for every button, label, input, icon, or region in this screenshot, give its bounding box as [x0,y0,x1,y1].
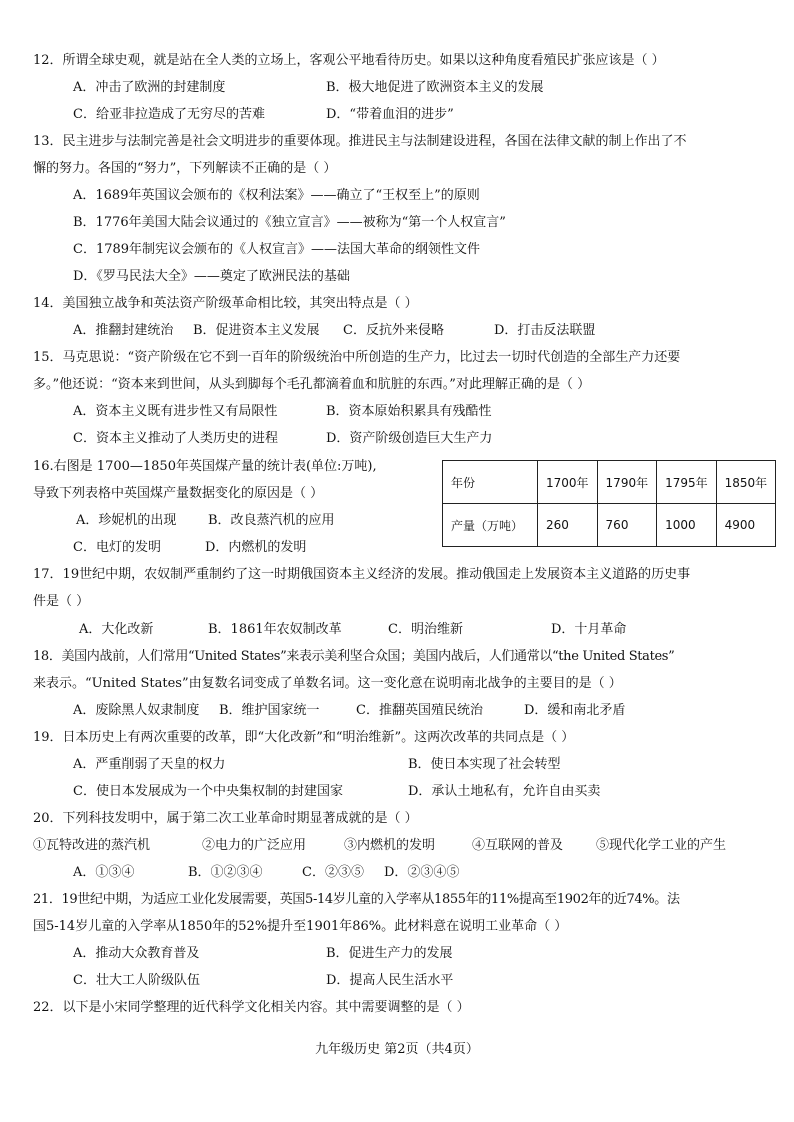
q18-option-c[interactable]: C．推翻英国殖民统治 [356,703,483,718]
q18-option-b[interactable]: B．维护国家统一 [219,703,320,718]
coal-table-year: 1790年 [597,461,657,504]
q14-option-b[interactable]: B．促进资本主义发展 [193,323,320,338]
q16-option-b[interactable]: B．改良蒸汽机的应用 [208,513,335,528]
q21-stem-line1: 21．19世纪中期，为适应工业化发展需要，英国5-14岁儿童的入学率从1855年的11%提高至1902年的近74%。法 [33,892,680,907]
q14-option-a[interactable]: A．推翻封建统治 [73,323,174,338]
q12-option-c[interactable]: C．给亚非拉造成了无穷尽的苦难 [73,107,265,122]
coal-table-output-label: 产量（万吨） [443,504,538,547]
q16-option-d[interactable]: D．内燃机的发明 [205,540,307,555]
coal-table-output: 1000 [657,504,717,547]
q17-option-c[interactable]: C．明治维新 [388,622,463,637]
q14-stem: 14．美国独立战争和英法资产阶级革命相比较，其突出特点是（ ） [33,296,418,311]
q18-option-a[interactable]: A．废除黑人奴隶制度 [73,703,200,718]
q21-option-b[interactable]: B．促进生产力的发展 [326,946,453,961]
q13-option-c[interactable]: C．1789年制宪议会颁布的《人权宣言》——法国大革命的纲领性文件 [73,242,481,257]
coal-table-year-label: 年份 [443,461,538,504]
page-footer: 九年级历史 第2页（共4页） [315,1042,479,1057]
q18-option-d[interactable]: D．缓和南北矛盾 [524,703,626,718]
q12-option-d[interactable]: D．“带着血泪的进步” [326,107,454,122]
q16-stem-line2: 导致下列表格中英国煤产量数据变化的原因是（ ） [33,486,324,501]
q20-item-2: ②电力的广泛应用 [202,838,307,853]
coal-table-year: 1850年 [716,461,776,504]
q19-stem: 19．日本历史上有两次重要的改革，即“大化改新”和“明治维新”。这两次改革的共同点是（ ） [33,730,575,745]
q20-item-5: ⑤现代化学工业的产生 [596,838,727,853]
q17-stem-line1: 17．19世纪中期，农奴制严重制约了这一时期俄国资本主义经济的发展。推动俄国走上发展资本主义道路的历史事 [33,567,691,582]
q17-option-d[interactable]: D．十月革命 [551,622,627,637]
coal-table-year: 1795年 [657,461,717,504]
q20-option-a[interactable]: A．①③④ [73,865,135,880]
q15-option-a[interactable]: A．资本主义既有进步性又有局限性 [73,404,278,419]
q21-option-d[interactable]: D．提高人民生活水平 [326,973,454,988]
coal-output-table [442,460,776,547]
q21-option-c[interactable]: C．壮大工人阶级队伍 [73,973,200,988]
q18-stem-line2: 来表示。“United States”由复数名词变成了单数名词。这一变化意在说明南北战争的主要目的是（ ） [33,676,622,691]
coal-table-year: 1700年 [538,461,598,504]
q17-stem-line2: 件是（ ） [33,594,90,609]
q17-option-a[interactable]: A．大化改新 [79,622,154,637]
coal-table-year-row [443,461,776,504]
q19-option-d[interactable]: D．承认土地私有，允许自由买卖 [408,784,601,799]
coal-table-output: 760 [597,504,657,547]
q20-option-c[interactable]: C．②③⑤ [302,865,364,880]
q21-option-a[interactable]: A．推动大众教育普及 [73,946,200,961]
q15-stem-line2: 多。”他还说：“资本来到世间，从头到脚每个毛孔都滴着血和肮脏的东西。”对此理解正确的是（ ） [33,377,591,392]
coal-table-output: 4900 [716,504,776,547]
q22-stem: 22．以下是小宋同学整理的近代科学文化相关内容。其中需要调整的是（ ） [33,1000,470,1015]
q21-stem-line2: 国5-14岁儿童的入学率从1850年的52%提升至1901年86%。此材料意在说明工业革命（ ） [33,919,568,934]
q20-stem: 20．下列科技发明中，属于第二次工业革命时期显著成就的是（ ） [33,811,418,826]
q13-option-d[interactable]: D．《罗马民法大全》——奠定了欧洲民法的基础 [73,269,350,284]
q13-option-b[interactable]: B．1776年美国大陆会议通过的《独立宣言》——被称为“第一个人权宣言” [73,215,506,230]
coal-table-output: 260 [538,504,598,547]
q16-option-a[interactable]: A．珍妮机的出现 [76,513,177,528]
q17-option-b[interactable]: B．1861年农奴制改革 [208,622,342,637]
coal-table-output-row [443,504,776,547]
q15-option-b[interactable]: B．资本原始积累具有残酷性 [326,404,492,419]
q20-item-4: ④互联网的普及 [472,838,564,853]
q14-option-d[interactable]: D．打击反法联盟 [494,323,596,338]
q13-option-a[interactable]: A．1689年英国议会颁布的《权利法案》——确立了“王权至上”的原则 [73,188,480,203]
q20-option-b[interactable]: B．①②③④ [188,865,263,880]
q20-option-d[interactable]: D．②③④⑤ [384,865,460,880]
q16-option-c[interactable]: C．电灯的发明 [73,540,161,555]
q20-item-1: ①瓦特改进的蒸汽机 [33,838,151,853]
q15-option-d[interactable]: D．资产阶级创造巨大生产力 [326,431,493,446]
q14-option-c[interactable]: C．反抗外来侵略 [343,323,444,338]
q12-stem: 12．所谓全球史观，就是站在全人类的立场上，客观公平地看待历史。如果以这种角度看殖民扩张应该是（ ） [33,53,665,68]
q20-item-3: ③内燃机的发明 [344,838,436,853]
q18-stem-line1: 18．美国内战前，人们常用“United States”来表示美利坚合众国；美国内战后，人们通常以“the United States” [33,649,675,664]
q15-option-c[interactable]: C．资本主义推动了人类历史的进程 [73,431,278,446]
q19-option-c[interactable]: C．使日本发展成为一个中央集权制的封建国家 [73,784,343,799]
q13-stem-line1: 13．民主进步与法制完善是社会文明进步的重要体现。推进民主与法制建设进程，各国在法律文献的制上作出了不 [33,134,687,149]
q13-stem-line2: 懈的努力。各国的“努力”，下列解读不正确的是（ ） [33,161,337,176]
q19-option-a[interactable]: A．严重削弱了天皇的权力 [73,757,226,772]
q12-option-a[interactable]: A．冲击了欧洲的封建制度 [73,80,226,95]
q15-stem-line1: 15．马克思说：“资产阶级在它不到一百年的阶级统治中所创造的生产力，比过去一切时代创造的全部生产力还要 [33,350,681,365]
q12-option-b[interactable]: B．极大地促进了欧洲资本主义的发展 [326,80,544,95]
q19-option-b[interactable]: B．使日本实现了社会转型 [408,757,561,772]
q16-stem-line1: 16.右图是 1700—1850年英国煤产量的统计表(单位:万吨), [33,459,377,474]
